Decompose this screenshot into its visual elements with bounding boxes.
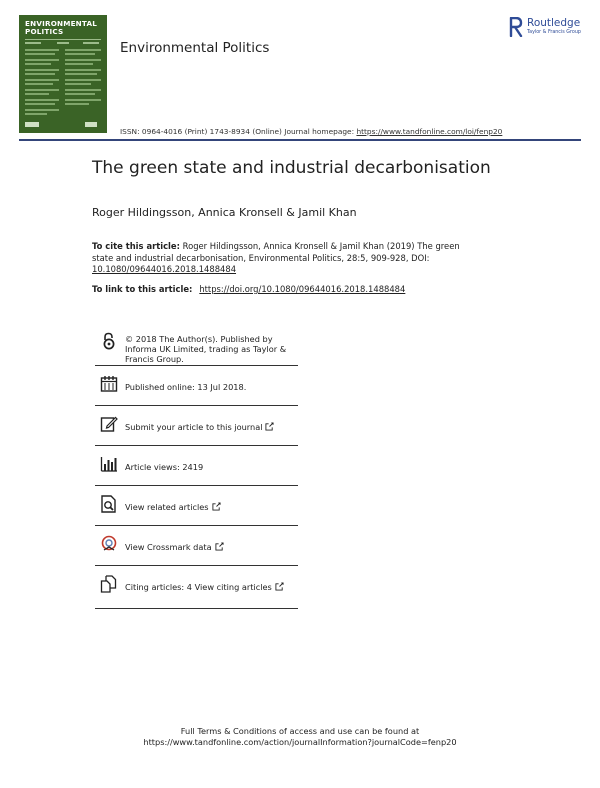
cover-text-line (25, 93, 49, 95)
citation-block (92, 241, 472, 276)
publisher-name: Routledge (527, 17, 581, 29)
cover-text-line (65, 93, 95, 95)
list-item-submit[interactable] (95, 406, 298, 446)
cover-text-line (25, 103, 55, 105)
submit-article-link[interactable]: Submit your article to this journal (125, 422, 274, 432)
journal-homepage-link[interactable]: https://www.tandfonline.com/loi/fenp20 (356, 127, 503, 136)
crossmark-link[interactable]: View Crossmark data (125, 542, 224, 552)
cover-text-line (65, 59, 101, 61)
journal-cover (19, 15, 107, 133)
list-item-published (95, 366, 298, 406)
cover-text-line (25, 83, 53, 85)
cover-text-line (65, 89, 101, 91)
article-views: Article views: 2419 (125, 462, 204, 472)
cover-meta (25, 42, 41, 44)
citing-articles-icon (100, 575, 118, 593)
cover-text-line (65, 103, 89, 105)
submit-article-icon (100, 415, 118, 433)
cover-text-line (25, 69, 59, 71)
cover-title: ENVIRONMENTAL POLITICS (25, 19, 97, 36)
cover-text-line (25, 53, 55, 55)
cover-text-line (65, 63, 93, 65)
cover-divider (25, 39, 101, 40)
external-link-icon (215, 542, 224, 551)
list-item-citing[interactable] (95, 566, 298, 609)
cover-text-line (25, 113, 47, 115)
cite-label: To cite this article: (92, 241, 180, 251)
open-access-icon (100, 332, 118, 350)
publisher-subtitle: Taylor & Francis Group (527, 30, 581, 35)
article-doi-link[interactable]: https://doi.org/10.1080/09644016.2018.1488484 (199, 284, 406, 294)
cover-text-line (65, 99, 101, 101)
cover-meta (57, 42, 69, 44)
cover-text-line (25, 49, 59, 51)
list-item-views (95, 446, 298, 486)
article-info-list (95, 326, 298, 609)
related-articles-icon (100, 495, 118, 513)
cite-text: Roger Hildingsson, Annica Kronsell & Jamil Khan (2019) The green state and industrial decarbonisation, Environmental Politics, 28:5, 909-928, DOI: (92, 241, 460, 263)
citing-articles-link[interactable]: Citing articles: 4 View citing articles (125, 582, 284, 592)
related-articles-link[interactable]: View related articles (125, 502, 221, 512)
cover-text-line (25, 79, 59, 81)
issn-line (120, 127, 502, 136)
cover-text-line (25, 59, 59, 61)
cite-doi-link[interactable]: 10.1080/09644016.2018.1488484 (92, 264, 237, 274)
cover-text-line (25, 73, 55, 75)
cover-meta (83, 42, 99, 44)
external-link-icon (212, 502, 221, 511)
footer-terms-link[interactable]: https://www.tandfonline.com/action/journalInformation?journalCode=fenp20 (143, 737, 457, 747)
cover-text-line (65, 49, 101, 51)
published-date: Published online: 13 Jul 2018. (125, 382, 247, 392)
routledge-logo-icon (509, 17, 523, 37)
cover-text-line (25, 89, 59, 91)
cover-text-line (65, 69, 101, 71)
cover-publisher-logo (85, 122, 97, 127)
list-item-related[interactable] (95, 486, 298, 526)
cover-publisher-logo (25, 122, 39, 127)
cover-text-line (65, 73, 97, 75)
cover-text-line (25, 63, 51, 65)
list-item-crossmark[interactable] (95, 526, 298, 566)
copyright-text: © 2018 The Author(s). Published by Informa UK Limited, trading as Taylor & Francis Group. (125, 334, 287, 364)
cover-text-line (65, 79, 101, 81)
journal-name: Environmental Politics (120, 40, 270, 56)
article-authors: Roger Hildingsson, Annica Kronsell & Jamil Khan (92, 206, 357, 219)
external-link-icon (275, 582, 284, 591)
footer-line: Full Terms & Conditions of access and use can be found at (180, 726, 420, 736)
calendar-icon (100, 375, 118, 393)
issn-text: ISSN: 0964-4016 (Print) 1743-8934 (Online) Journal homepage: (120, 127, 357, 136)
cover-text-line (65, 83, 91, 85)
cover-text-line (25, 99, 59, 101)
crossmark-icon (100, 535, 118, 553)
cover-text-line (65, 53, 95, 55)
external-link-icon (265, 422, 274, 431)
list-item-open-access (95, 326, 298, 366)
footer-terms (0, 726, 600, 748)
article-title: The green state and industrial decarbonisation (92, 158, 491, 178)
cover-text-line (25, 109, 59, 111)
bar-chart-icon (100, 455, 118, 473)
header-divider (19, 139, 581, 141)
row-divider (95, 608, 298, 609)
link-label: To link to this article: (92, 284, 196, 294)
link-block (92, 284, 405, 294)
